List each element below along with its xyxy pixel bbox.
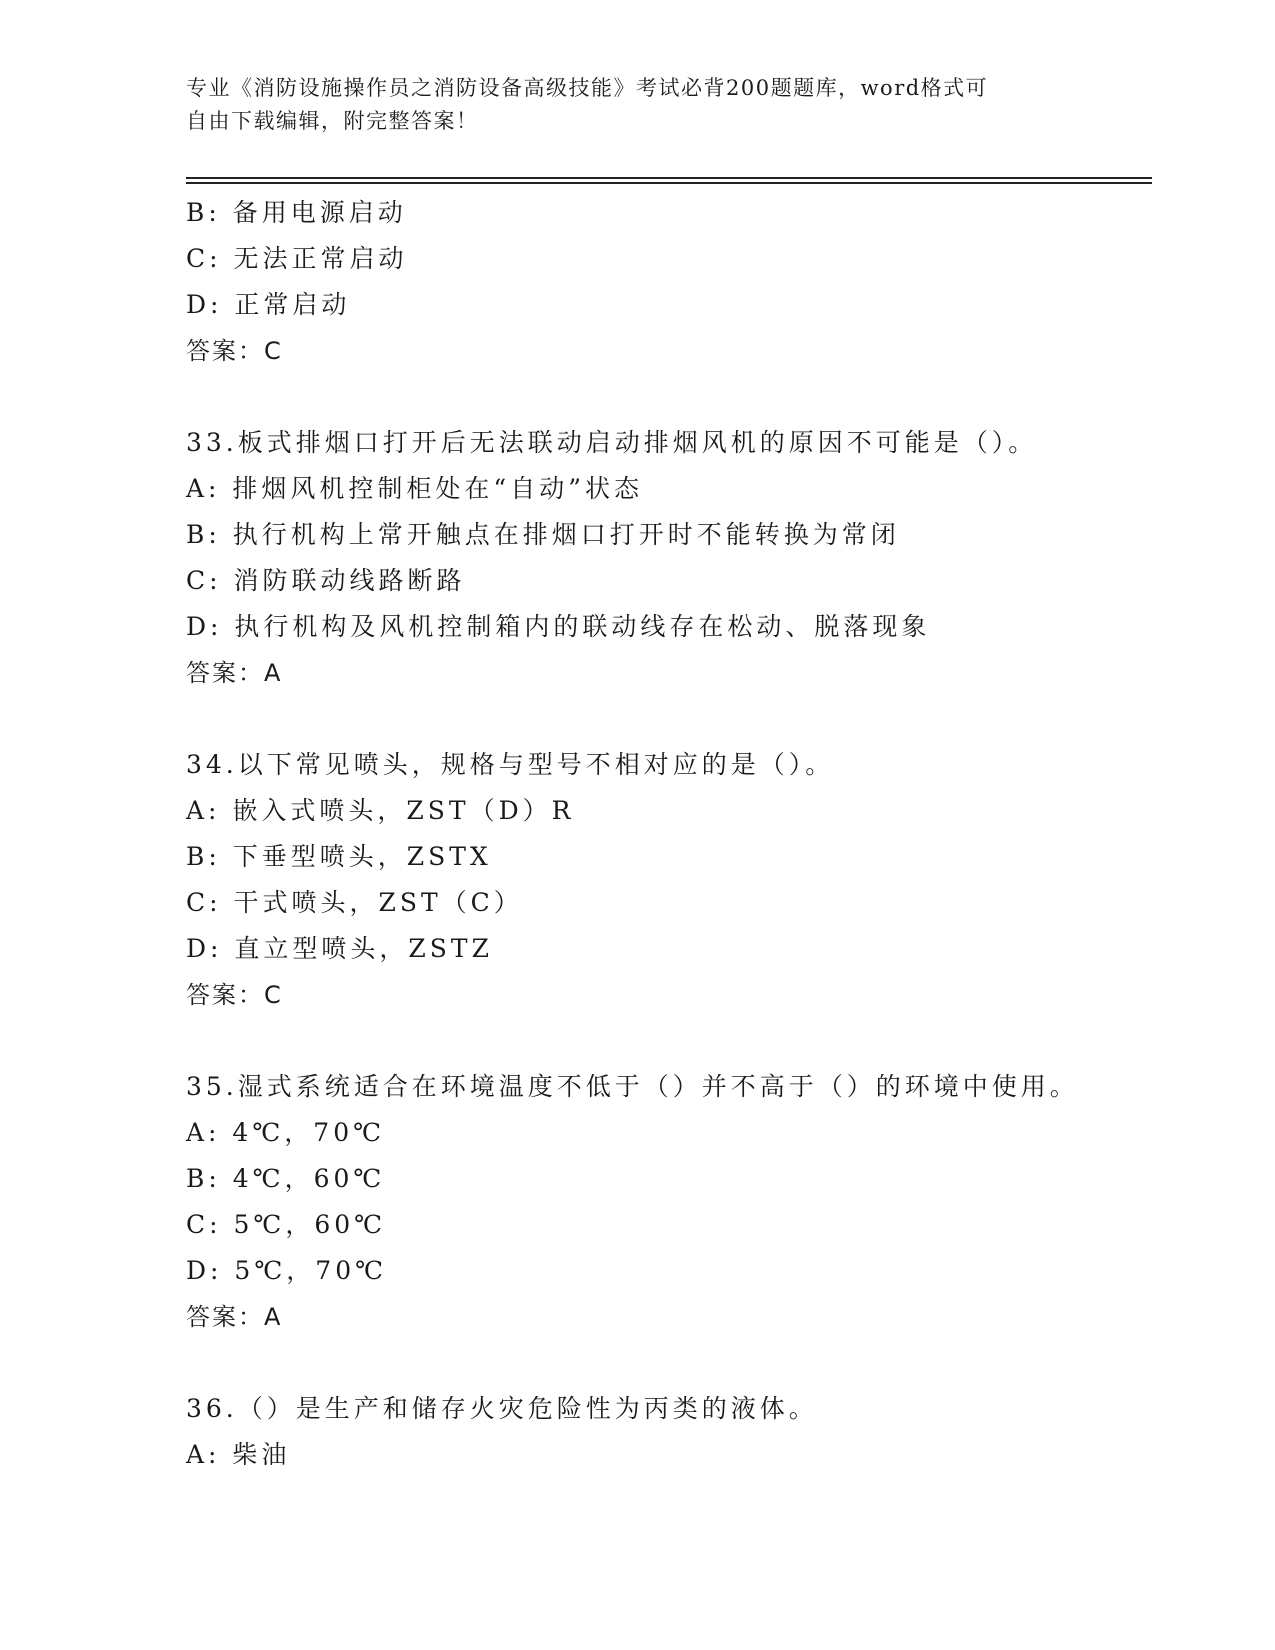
option-c: C: 无法正常启动 [186,244,408,273]
document-header [186,72,1066,138]
spacer [186,696,1152,742]
option-c: C: 干式喷头，ZST（C） [186,888,523,917]
header-divider-bottom [186,182,1152,184]
option-a: A: 排烟风机控制柜处在“自动”状态 [186,474,643,503]
header-line-1: 专业《消防设施操作员之消防设备高级技能》考试必背200题题库，word格式可 [186,76,989,100]
answer-line: 答案：C [186,337,283,365]
option-d: D: 执行机构及风机控制箱内的联动线存在松动、脱落现象 [186,612,931,641]
question-list [186,190,1152,1478]
option-a: A: 嵌入式喷头，ZST（D）R [186,796,575,825]
spacer [186,1018,1152,1064]
option-a: A: 4℃，70℃ [186,1118,386,1147]
question-33: 33.板式排烟口打开后无法联动启动排烟风机的原因不可能是（）。 [186,428,1038,457]
spacer [186,1340,1152,1386]
option-c: C: 5℃，60℃ [186,1210,387,1239]
option-b: B: 执行机构上常开触点在排烟口打开时不能转换为常闭 [186,520,900,549]
option-d: D: 直立型喷头，ZSTZ [186,934,493,963]
option-c: C: 消防联动线路断路 [186,566,466,595]
spacer [186,374,1152,420]
question-34: 34.以下常见喷头，规格与型号不相对应的是（）。 [186,750,835,779]
option-b: B: 4℃，60℃ [186,1164,386,1193]
option-a: A: 柴油 [186,1440,291,1469]
option-b: B: 下垂型喷头，ZSTX [186,842,492,871]
header-divider-top [186,177,1152,179]
answer-line: 答案：C [186,981,283,1009]
question-36: 36.（）是生产和储存火灾危险性为丙类的液体。 [186,1394,818,1423]
option-b: B: 备用电源启动 [186,198,407,227]
question-35: 35.湿式系统适合在环境温度不低于（）并不高于（）的环境中使用。 [186,1072,1079,1101]
answer-line: 答案：A [186,1303,283,1331]
header-line-2: 自由下载编辑，附完整答案！ [186,109,479,133]
option-d: D: 5℃，70℃ [186,1256,388,1285]
option-d: D: 正常启动 [186,290,351,319]
answer-line: 答案：A [186,659,283,687]
